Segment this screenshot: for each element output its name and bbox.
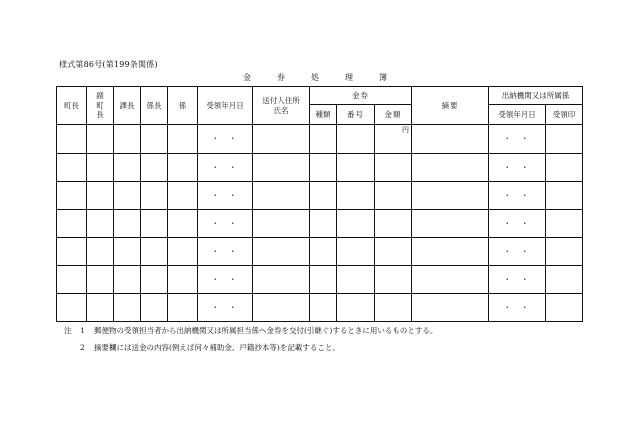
table-cell[interactable] bbox=[253, 294, 310, 322]
table-cell[interactable] bbox=[57, 294, 87, 322]
table-cell[interactable] bbox=[375, 266, 412, 294]
table-header bbox=[57, 87, 583, 125]
table-cell[interactable] bbox=[375, 182, 412, 210]
table-cell[interactable] bbox=[57, 125, 87, 154]
header-kakari: 係 bbox=[168, 87, 198, 125]
table-cell[interactable] bbox=[546, 210, 583, 238]
table-cell[interactable] bbox=[168, 238, 198, 266]
table-cell[interactable] bbox=[412, 125, 489, 154]
date-cell[interactable]: ・・ bbox=[198, 182, 253, 210]
title-char: 簿 bbox=[379, 73, 387, 82]
header-dept-seal: 受領印 bbox=[546, 105, 583, 125]
header-tekiyo: 摘要 bbox=[412, 87, 489, 125]
date-cell[interactable]: ・・ bbox=[198, 266, 253, 294]
table-cell[interactable] bbox=[412, 210, 489, 238]
table-cell[interactable] bbox=[546, 238, 583, 266]
note-item bbox=[64, 322, 437, 339]
table-cell[interactable] bbox=[253, 154, 310, 182]
table-cell[interactable] bbox=[168, 154, 198, 182]
table-cell[interactable] bbox=[141, 210, 168, 238]
table-cell[interactable] bbox=[87, 210, 114, 238]
table-cell[interactable] bbox=[87, 182, 114, 210]
title-char: 券 bbox=[277, 73, 285, 82]
table-cell[interactable] bbox=[57, 182, 87, 210]
dept-date-cell[interactable]: ・・ bbox=[489, 238, 546, 266]
header-dept-date: 受領年月日 bbox=[489, 105, 546, 125]
note-text: 郵便物の受領担当者から出納機関又は所属担当係へ金券を交付(引継ぐ)するときに用いるものとする。 bbox=[94, 326, 438, 335]
table-cell[interactable] bbox=[253, 210, 310, 238]
table-cell[interactable] bbox=[412, 294, 489, 322]
table-cell[interactable] bbox=[310, 266, 337, 294]
table-row bbox=[57, 125, 583, 154]
table-cell[interactable] bbox=[412, 238, 489, 266]
amount-cell[interactable]: 円 bbox=[375, 125, 412, 154]
table-cell[interactable] bbox=[546, 294, 583, 322]
notes bbox=[64, 322, 437, 356]
table-cell[interactable] bbox=[57, 210, 87, 238]
table-cell[interactable] bbox=[310, 154, 337, 182]
header-sender: 送付人住所氏名 bbox=[253, 87, 310, 125]
date-cell[interactable]: ・・ bbox=[198, 294, 253, 322]
header-bango: 番号 bbox=[337, 105, 375, 125]
header-shurui: 種類 bbox=[310, 105, 337, 125]
table-cell[interactable] bbox=[141, 294, 168, 322]
table-cell[interactable] bbox=[87, 266, 114, 294]
table-row bbox=[57, 294, 583, 322]
table-cell[interactable] bbox=[168, 266, 198, 294]
dept-date-cell[interactable]: ・・ bbox=[489, 154, 546, 182]
date-cell[interactable]: ・・ bbox=[198, 154, 253, 182]
title-char: 理 bbox=[345, 73, 353, 82]
dept-date-cell[interactable]: ・・ bbox=[489, 125, 546, 154]
title-char: 金 bbox=[243, 73, 251, 82]
table-cell[interactable] bbox=[253, 125, 310, 154]
table-row bbox=[57, 182, 583, 210]
table-cell[interactable] bbox=[546, 154, 583, 182]
table-cell[interactable] bbox=[375, 294, 412, 322]
table-row bbox=[57, 154, 583, 182]
dept-date-cell[interactable]: ・・ bbox=[489, 294, 546, 322]
table-cell[interactable] bbox=[337, 238, 375, 266]
table-row bbox=[57, 266, 583, 294]
note-item bbox=[64, 339, 437, 356]
table-cell[interactable] bbox=[253, 182, 310, 210]
form-number-label: 様式第86号(第199条関係) bbox=[59, 60, 158, 69]
header-kacho: 課長 bbox=[114, 87, 141, 125]
table-cell[interactable] bbox=[141, 182, 168, 210]
table-cell[interactable] bbox=[412, 154, 489, 182]
header-dept: 出納機関又は所属係 bbox=[489, 87, 583, 105]
table-cell[interactable] bbox=[253, 266, 310, 294]
date-cell[interactable]: ・・ bbox=[198, 238, 253, 266]
header-kingaku: 金額 bbox=[375, 105, 412, 125]
table-cell[interactable] bbox=[337, 125, 375, 154]
title-char: 処 bbox=[311, 73, 319, 82]
kinken-register-table bbox=[56, 86, 583, 322]
table-cell[interactable] bbox=[546, 182, 583, 210]
table-cell[interactable] bbox=[375, 210, 412, 238]
table-cell[interactable] bbox=[87, 154, 114, 182]
table-cell[interactable] bbox=[114, 238, 141, 266]
date-cell[interactable]: ・・ bbox=[198, 125, 253, 154]
table-cell[interactable] bbox=[375, 238, 412, 266]
note-text: 摘要欄には送金の内容(例えば何々補助金、戸籍抄本等)を記載すること。 bbox=[94, 343, 340, 352]
table-cell[interactable] bbox=[57, 238, 87, 266]
table-cell[interactable] bbox=[546, 266, 583, 294]
table-cell[interactable] bbox=[168, 182, 198, 210]
table-cell[interactable] bbox=[168, 125, 198, 154]
table-body bbox=[57, 125, 583, 322]
header-juryo-date: 受領年月日 bbox=[198, 87, 253, 125]
table-cell[interactable] bbox=[141, 238, 168, 266]
table-cell[interactable] bbox=[141, 154, 168, 182]
table-cell[interactable] bbox=[57, 266, 87, 294]
table-cell[interactable] bbox=[114, 210, 141, 238]
header-cho: 町長 bbox=[57, 87, 87, 125]
table-cell[interactable] bbox=[337, 182, 375, 210]
table-cell[interactable] bbox=[310, 125, 337, 154]
table-cell[interactable] bbox=[168, 294, 198, 322]
document-title bbox=[0, 72, 630, 83]
table-cell[interactable] bbox=[114, 294, 141, 322]
note-number: 2 bbox=[80, 343, 85, 352]
date-cell[interactable]: ・・ bbox=[198, 210, 253, 238]
header-kinken: 金券 bbox=[310, 87, 412, 105]
table-cell[interactable] bbox=[87, 238, 114, 266]
table-cell[interactable] bbox=[310, 294, 337, 322]
table-cell[interactable] bbox=[337, 266, 375, 294]
table-cell[interactable] bbox=[57, 154, 87, 182]
header-kakaricho: 係長 bbox=[141, 87, 168, 125]
table-cell[interactable] bbox=[168, 210, 198, 238]
table-cell[interactable] bbox=[253, 238, 310, 266]
table-cell[interactable] bbox=[412, 182, 489, 210]
table-cell[interactable] bbox=[310, 238, 337, 266]
table-cell[interactable] bbox=[546, 125, 583, 154]
table-cell[interactable] bbox=[337, 154, 375, 182]
table-cell[interactable] bbox=[114, 182, 141, 210]
dept-date-cell[interactable]: ・・ bbox=[489, 182, 546, 210]
table-cell[interactable] bbox=[310, 182, 337, 210]
table-cell[interactable] bbox=[375, 154, 412, 182]
dept-date-cell[interactable]: ・・ bbox=[489, 210, 546, 238]
note-number: 1 bbox=[80, 326, 85, 335]
table-cell[interactable] bbox=[412, 266, 489, 294]
note-prefix: 注 bbox=[64, 326, 72, 335]
table-cell[interactable] bbox=[141, 125, 168, 154]
table-cell[interactable] bbox=[114, 266, 141, 294]
table-cell[interactable] bbox=[114, 125, 141, 154]
table-row bbox=[57, 210, 583, 238]
table-cell[interactable] bbox=[310, 210, 337, 238]
table-cell[interactable] bbox=[337, 294, 375, 322]
table-cell[interactable] bbox=[87, 294, 114, 322]
table-cell[interactable] bbox=[114, 154, 141, 182]
header-fukucho: 副町長 bbox=[87, 87, 114, 125]
table-cell[interactable] bbox=[87, 125, 114, 154]
table-cell[interactable] bbox=[337, 210, 375, 238]
dept-date-cell[interactable]: ・・ bbox=[489, 266, 546, 294]
table-cell[interactable] bbox=[141, 266, 168, 294]
table-row bbox=[57, 238, 583, 266]
